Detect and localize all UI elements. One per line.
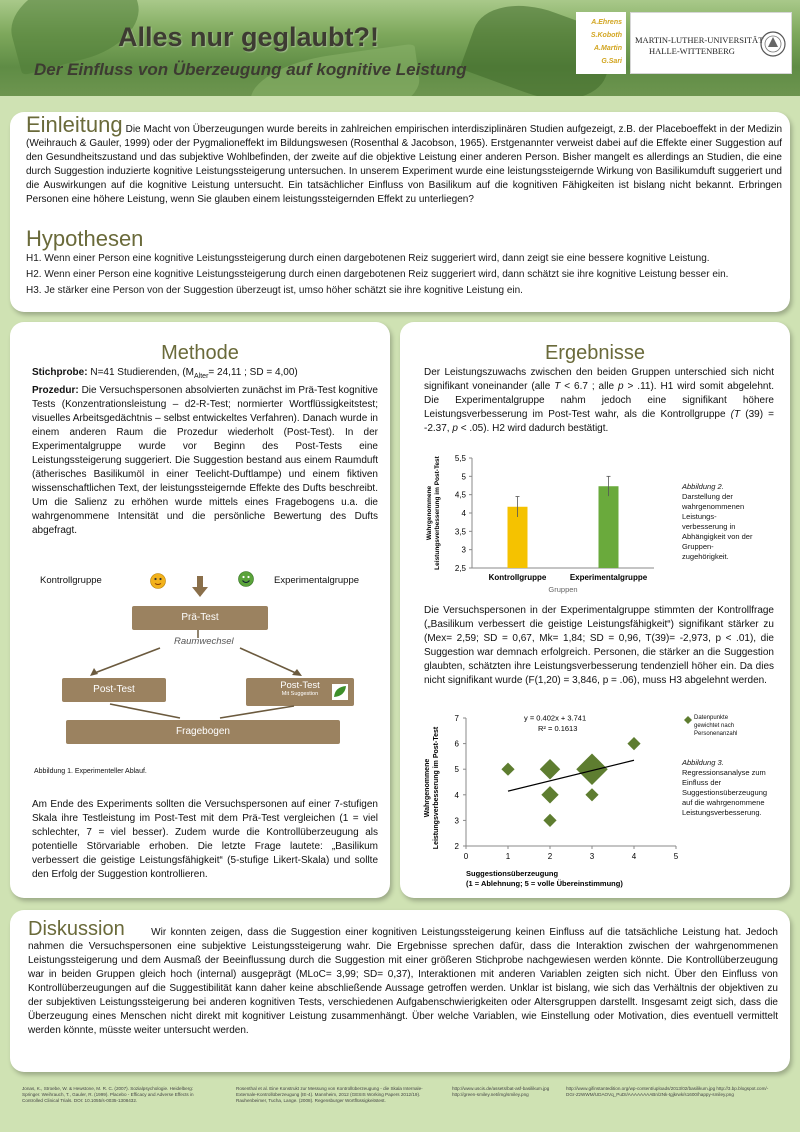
hypotheses-title: Hypothesen	[26, 226, 144, 251]
caption-line: Einfluss der	[682, 778, 722, 787]
university-logo	[630, 12, 792, 74]
results-panel	[400, 322, 790, 898]
references-col-4: http://www.gifinstantedition.org/wp-content/uploads/2013/02/basilikum.jpg http://3.bp.blogspot.com/-DGr-ZzWWM/UDAOVq_PuDI/AAAAAAAABn/2Nk-tgjkrwk/s1600/happy-smiley.png	[566, 1086, 769, 1097]
y-tick-label: 5,5	[454, 454, 466, 463]
results-text-1	[424, 366, 774, 436]
introduction-title: Einleitung	[26, 112, 123, 137]
poster-title: Alles nur geglaubt?!	[118, 22, 380, 52]
legend-line: Personenanzahl	[694, 731, 738, 737]
caption-line: Regressionsanalyse zum	[682, 768, 766, 777]
sample-text: = 24,11 ; SD = 4,00)	[208, 367, 298, 378]
x-tick-label: Kontrollgruppe	[488, 573, 547, 582]
y-axis-title-line: Leistungsverbesserung im Post-Test	[434, 456, 441, 570]
method-panel	[10, 322, 390, 898]
y-axis-title-line: Wahrgenommene	[424, 758, 431, 818]
basil-leaf-icon	[332, 684, 348, 700]
bar-chart	[414, 450, 664, 600]
results-text-part: (39) = -2.37,	[424, 409, 775, 434]
results-text-part: (T	[730, 409, 741, 420]
scatter-legend	[694, 714, 774, 738]
discussion-paragraph	[28, 918, 778, 1038]
y-tick-label: 4,5	[454, 490, 466, 500]
questionnaire-box: Fragebogen	[66, 720, 340, 744]
results-title: Ergebnisse	[544, 342, 646, 364]
author-name: A.Martin	[594, 45, 622, 52]
y-tick-label: 3	[454, 816, 459, 826]
caption-line: Leistungs-	[682, 512, 717, 521]
author-name: G.Sari	[601, 58, 622, 65]
data-point-diamond	[543, 814, 556, 827]
y-tick-label: 2,5	[454, 564, 466, 573]
y-axis-title	[426, 455, 441, 569]
sample-subscript: Alter	[194, 373, 209, 380]
control-group-label: Kontrollgruppe	[40, 575, 102, 586]
caption-line: Leistungsverbesserung.	[682, 808, 762, 817]
x-tick-label: 3	[589, 852, 595, 861]
y-tick-label: 5	[454, 765, 459, 775]
y-tick-label: 3,5	[454, 527, 466, 537]
method-text	[32, 366, 378, 538]
author-name: S.Koboth	[590, 32, 622, 39]
x-tick-label: 5	[673, 852, 679, 861]
results-text-part: > .11). H1 wird somit abgelehnt. Die Experimentalgruppe nahm jedoch eine signifikant höhere Leistungsverbesserung im Post-Test wahr, als die Kontrollgruppe	[424, 381, 775, 420]
figure3-caption	[682, 758, 782, 818]
discussion-panel	[10, 910, 790, 1072]
procedure-label: Prozedur:	[32, 385, 79, 396]
x-tick-label: 2	[547, 852, 553, 861]
data-point-diamond	[541, 786, 558, 803]
hypotheses-list	[26, 252, 786, 300]
bar	[599, 486, 619, 568]
y-axis-title-line: Wahrgenommene	[426, 485, 433, 541]
discussion-title: Diskussion	[28, 918, 125, 940]
room-change-label: Raumwechsel	[174, 636, 234, 647]
regression-equation: y = 0.402x + 3.741	[524, 713, 587, 723]
method-title: Methode	[161, 342, 239, 364]
posttest-control-box: Post-Test	[62, 678, 166, 702]
caption-line: auf die wahrgenommene	[682, 798, 765, 807]
references-col-3: http://www.uscis.de/assets/bat-asf-basilikum.jpg http://green-smiley.net/img/smiley.png	[452, 1086, 550, 1097]
author-name: A.Ehrens	[591, 19, 622, 26]
arrow-down-icon	[192, 576, 208, 598]
with-suggestion-label: Mit Suggestion	[281, 691, 319, 697]
x-axis-title: Suggestionsüberzeugung	[466, 869, 559, 878]
caption-line: wahrgenommenen	[682, 502, 745, 511]
x-axis-title: Gruppen	[548, 585, 578, 594]
scatter-chart	[414, 708, 684, 894]
hypothesis-item: H3. Je stärker eine Person von der Suggestion überzeugt ist, umso höher schätzt sie ihre kognitive Leistung ein.	[26, 285, 523, 296]
university-seal-icon	[759, 19, 787, 69]
data-point-diamond	[501, 763, 514, 776]
trend-line	[508, 760, 634, 791]
university-name-line1: MARTIN-LUTHER-UNIVERSITÄT	[635, 35, 764, 45]
university-name-line2: HALLE-WITTENBERG	[649, 46, 735, 56]
references-col-2: Rosenthal et al. Eine Konstrukt zur Messung von Kontrollüberzeugung - die Skala Internale-Externale-Kontrollüberzeugung (IE-4). Mannheim, 2012 (GESIS Working Papers 2012/19). Rauhenbeimer, Tucha, Lange. (2008). Regensburger Wortflüssigkeitstest.	[236, 1086, 423, 1103]
data-point-diamond	[540, 759, 561, 780]
caption-line: zugehörigkeit.	[682, 552, 729, 561]
y-tick-label: 4	[454, 790, 459, 800]
y-tick-label: 4	[461, 509, 466, 518]
legend-line: Datenpunkte	[694, 715, 729, 721]
y-tick-label: 2	[454, 842, 459, 851]
results-text-part: p	[618, 381, 624, 392]
caption-line: Suggestionsüberzeugung	[682, 788, 768, 797]
posttest-label: Post-Test	[280, 680, 320, 691]
introduction-paragraph	[26, 112, 783, 207]
happy-smiley-icon	[238, 571, 254, 587]
method-text-2: Am Ende des Experiments sollten die Versuchspersonen auf einer 7-stufigen Skala ihre Testleistung im Post-Test mit dem Prä-Test vergleichen (1 = viel schlechter, 7 = viel besser). Zudem wurde die Kontrollüberzeugung als potentielle Störvariable erhoben. Die letzte Frage lautete: „Basilikum verbessert die geistige Leistungsfähigkeit“ (5-stufige Likert-Skala) und sollte den Erfolg der Suggestion kontrollieren.	[32, 799, 378, 880]
x-axis-subtitle: (1 = Ablehnung; 5 = volle Übereinstimmung)	[466, 879, 623, 888]
hypothesis-item: H2. Wenn einer Person eine kognitive Leistungssteigerung durch einen dargebotenen Reiz suggeriert wird, dann schätzt sie ihre kognitive Leistung besser ein.	[26, 269, 729, 280]
y-tick-label: 6	[454, 739, 459, 749]
y-axis-title	[424, 726, 440, 849]
neutral-smiley-icon	[150, 573, 166, 589]
r-squared-label: R² = 0.1613	[538, 723, 578, 733]
hypothesis-item: H1. Wenn einer Person eine kognitive Leistungssteigerung durch einen dargebotenen Reiz suggeriert wird, dann zeigt sie eine bessere kognitive Leistung.	[26, 253, 710, 264]
sample-label: Stichprobe:	[32, 367, 88, 378]
data-point-diamond	[627, 737, 640, 750]
poster-subtitle: Der Einfluss von Überzeugung auf kognitive Leistung	[34, 60, 467, 79]
data-point-diamond	[585, 788, 598, 801]
pretest-box: Prä-Test	[132, 606, 268, 630]
results-text-part: p	[452, 423, 458, 434]
sample-text: N=41 Studierenden, (M	[87, 367, 195, 378]
sample-line	[32, 366, 378, 384]
x-tick-label: 4	[631, 852, 637, 861]
y-tick-label: 7	[454, 714, 459, 723]
x-tick-label: 0	[463, 852, 469, 861]
caption-line: Abbildung 2.	[682, 482, 724, 491]
poster-header	[0, 0, 800, 96]
author-list	[576, 12, 626, 74]
caption-line: verbesserung in	[682, 522, 736, 531]
x-tick-label: Experimentalgruppe	[569, 573, 648, 582]
legend-line: gewichtet nach	[694, 723, 735, 729]
data-point-diamond	[576, 753, 607, 784]
figure1-caption: Abbildung 1. Experimenteller Ablauf.	[34, 768, 147, 775]
introduction-text: Die Macht von Überzeugungen wurde bereits in zahlreichen empirischen interdisziplinären Studien aufgezeigt, z.B. der Placeboeffekt in der Medizin (Weihrauch & Gauler, 1999) oder der Pygmalioneffekt im Bildungswesen (Rosenthal & Jacobson, 1965). Erstgenannter verweist dabei auf die Effekte einer Suggestion auf den Gesundheitszustand und das subjektive Wohlbefinden, der zweite auf die objektive Leistung einer anderen Person. Bisher mangelt es allerdings an Studien, die eine durch Suggestion induzierte kognitive Leistungssteigerung untersuchen. In unserem Experiment wurde eine leistungssteigernde Wirkung von Basilikumduft suggeriert und die Auswirkungen auf die kognitive Leistung untersucht. Ein tatsächlicher Einfluss von Basilikum auf die kognitiven Fähigkeiten ist bislang nicht bekannt. Erbringen Personen eine höhere Leistung, wenn Sie glauben einem leistungssteigernden Effekt zu unterliegen?	[26, 124, 783, 205]
procedure-paragraph	[32, 384, 378, 538]
x-tick-label: 1	[505, 852, 511, 861]
results-text-part: < .05). H2 wird dadurch bestätigt.	[457, 423, 609, 434]
experimental-group-label: Experimentalgruppe	[274, 575, 360, 586]
results-text-part: Der Leistungszuwachs zwischen den beiden Gruppen unterschied sich nicht signifikant voneinander (alle	[424, 367, 774, 392]
legend-diamond-icon	[684, 716, 692, 724]
caption-line: Abhängigkeit von der	[682, 532, 753, 541]
discussion-text: Wir konnten zeigen, dass die Suggestion einer kognitiven Leistungssteigerung keinen Einfluss auf die tatsächliche Leistung hat. Jedoch nahmen die Versuchspersonen eine subjektive Leistungssteigerung wahr. Die Ergebnisse sprechen dafür, dass die Interaktion zwischen der wahrgenommenen Leistungssteigerung und dem Ausmaß der Beeinflussung durch die Suggestion mit einer größeren Stichprobe nachgewiesen werden könnte. Die Kontrollüberzeugung war in beiden Gruppen gleich hoch (internal) ausgeprägt (MLoC= 3,99; SD= 0,37), Interaktionen mit anderen Variablen zeigten sich nicht. Über den Einfluss von Kontrollüberzeugungen auf die Suggestibilität kann daher keine abschließende Aussage getroffen werden. Unklar ist bislang, wie sich das Verhältnis der objektiven zu der subjektiven Leistungssteigerung bei anderen kognitiven Tests, verschiedenen Aufgabenschwierigkeiten oder Altersgruppen darstellt. Insgesamt zeigt sich, dass die Überzeugung eines Menschen nicht direkt mit kognitiver Leistung zusammenhängt. Über welche Variablen, wie Einstellung oder Motivation, dies eventuell vermittelt werden könnte, müsste weiter untersucht werden.	[28, 927, 778, 1036]
caption-line: Gruppen-	[682, 542, 714, 551]
introduction-panel	[10, 112, 790, 312]
caption-line: Darstellung der	[682, 492, 733, 501]
results-text-2: Die Versuchspersonen in der Experimentalgruppe stimmten der Kontrollfrage („Basilikum verbessert die geistige Leistungsfähigkeit“) signifikant stärker zu (Mex= 2,59; SD = 0,67, Mk= 1,84; SD = 0,96, T(39)= -2,973, p < .01), die Suggestion war demnach erfolgreich. Personen, die stärker an die Suggestion glaubten, schätzten ihre Leistungsverbesserung tendenziell höher ein. Da dies nicht signifikant wurde (F(1,20) = 3,846, p = .06), muss H3 abgelehnt werden.	[424, 605, 774, 686]
y-axis-title-line: Leistungsverbesserung im Post-Test	[433, 726, 440, 850]
results-text-part: T	[554, 381, 561, 392]
y-tick-label: 3	[461, 545, 466, 555]
references-col-1: Jonas, K., Stroebe, W. & Hewstone, M. R. C. (2007). Sozialpsychologie. Heidelberg: Springer. Weihrauch, T., Gauler, R. (1999). Placebo - Efficacy and Adverse Effects in Controlled Clinical Trials. DOI: 10.1055/s-0035-1308432.	[22, 1086, 194, 1103]
procedure-text: Die Versuchspersonen absolvierten zunächst im Prä-Test kognitive Tests (Konzentrationsleistung – d2-R-Test; normierter Wortflüssigkeitstest; visuelles Arbeitsgedächtnis – selbst entwickeltes Verfahren). Danach wurde in einem anderen Raum die Prozedur wiederholt (Post-Test). In der Experimentalgruppe wurde vor Beginn des Post-Tests eine Leistungssteigerung suggeriert. Die Suggestion bestand aus einem Raumduft (ätherisches Basilikumöl in einer Teelicht-Duftlampe) und einem fiktiven wissenschaftlichen Text, der leistungssteigernde Effekte des Dufts beschreibt. Um die Salienz zu erhöhen wurde mittels eines Fragebogens u.a. die wahrgenommene Intensität und die persönliche Bewertung des Dufts abgefragt.	[32, 385, 378, 536]
figure2-caption	[682, 482, 772, 562]
results-text-part: < 6.7 ; alle	[560, 381, 619, 392]
university-name	[635, 35, 763, 57]
flow-arrows	[50, 630, 350, 682]
y-tick-label: 5	[461, 472, 466, 482]
caption-line: Abbildung 3.	[682, 758, 724, 767]
